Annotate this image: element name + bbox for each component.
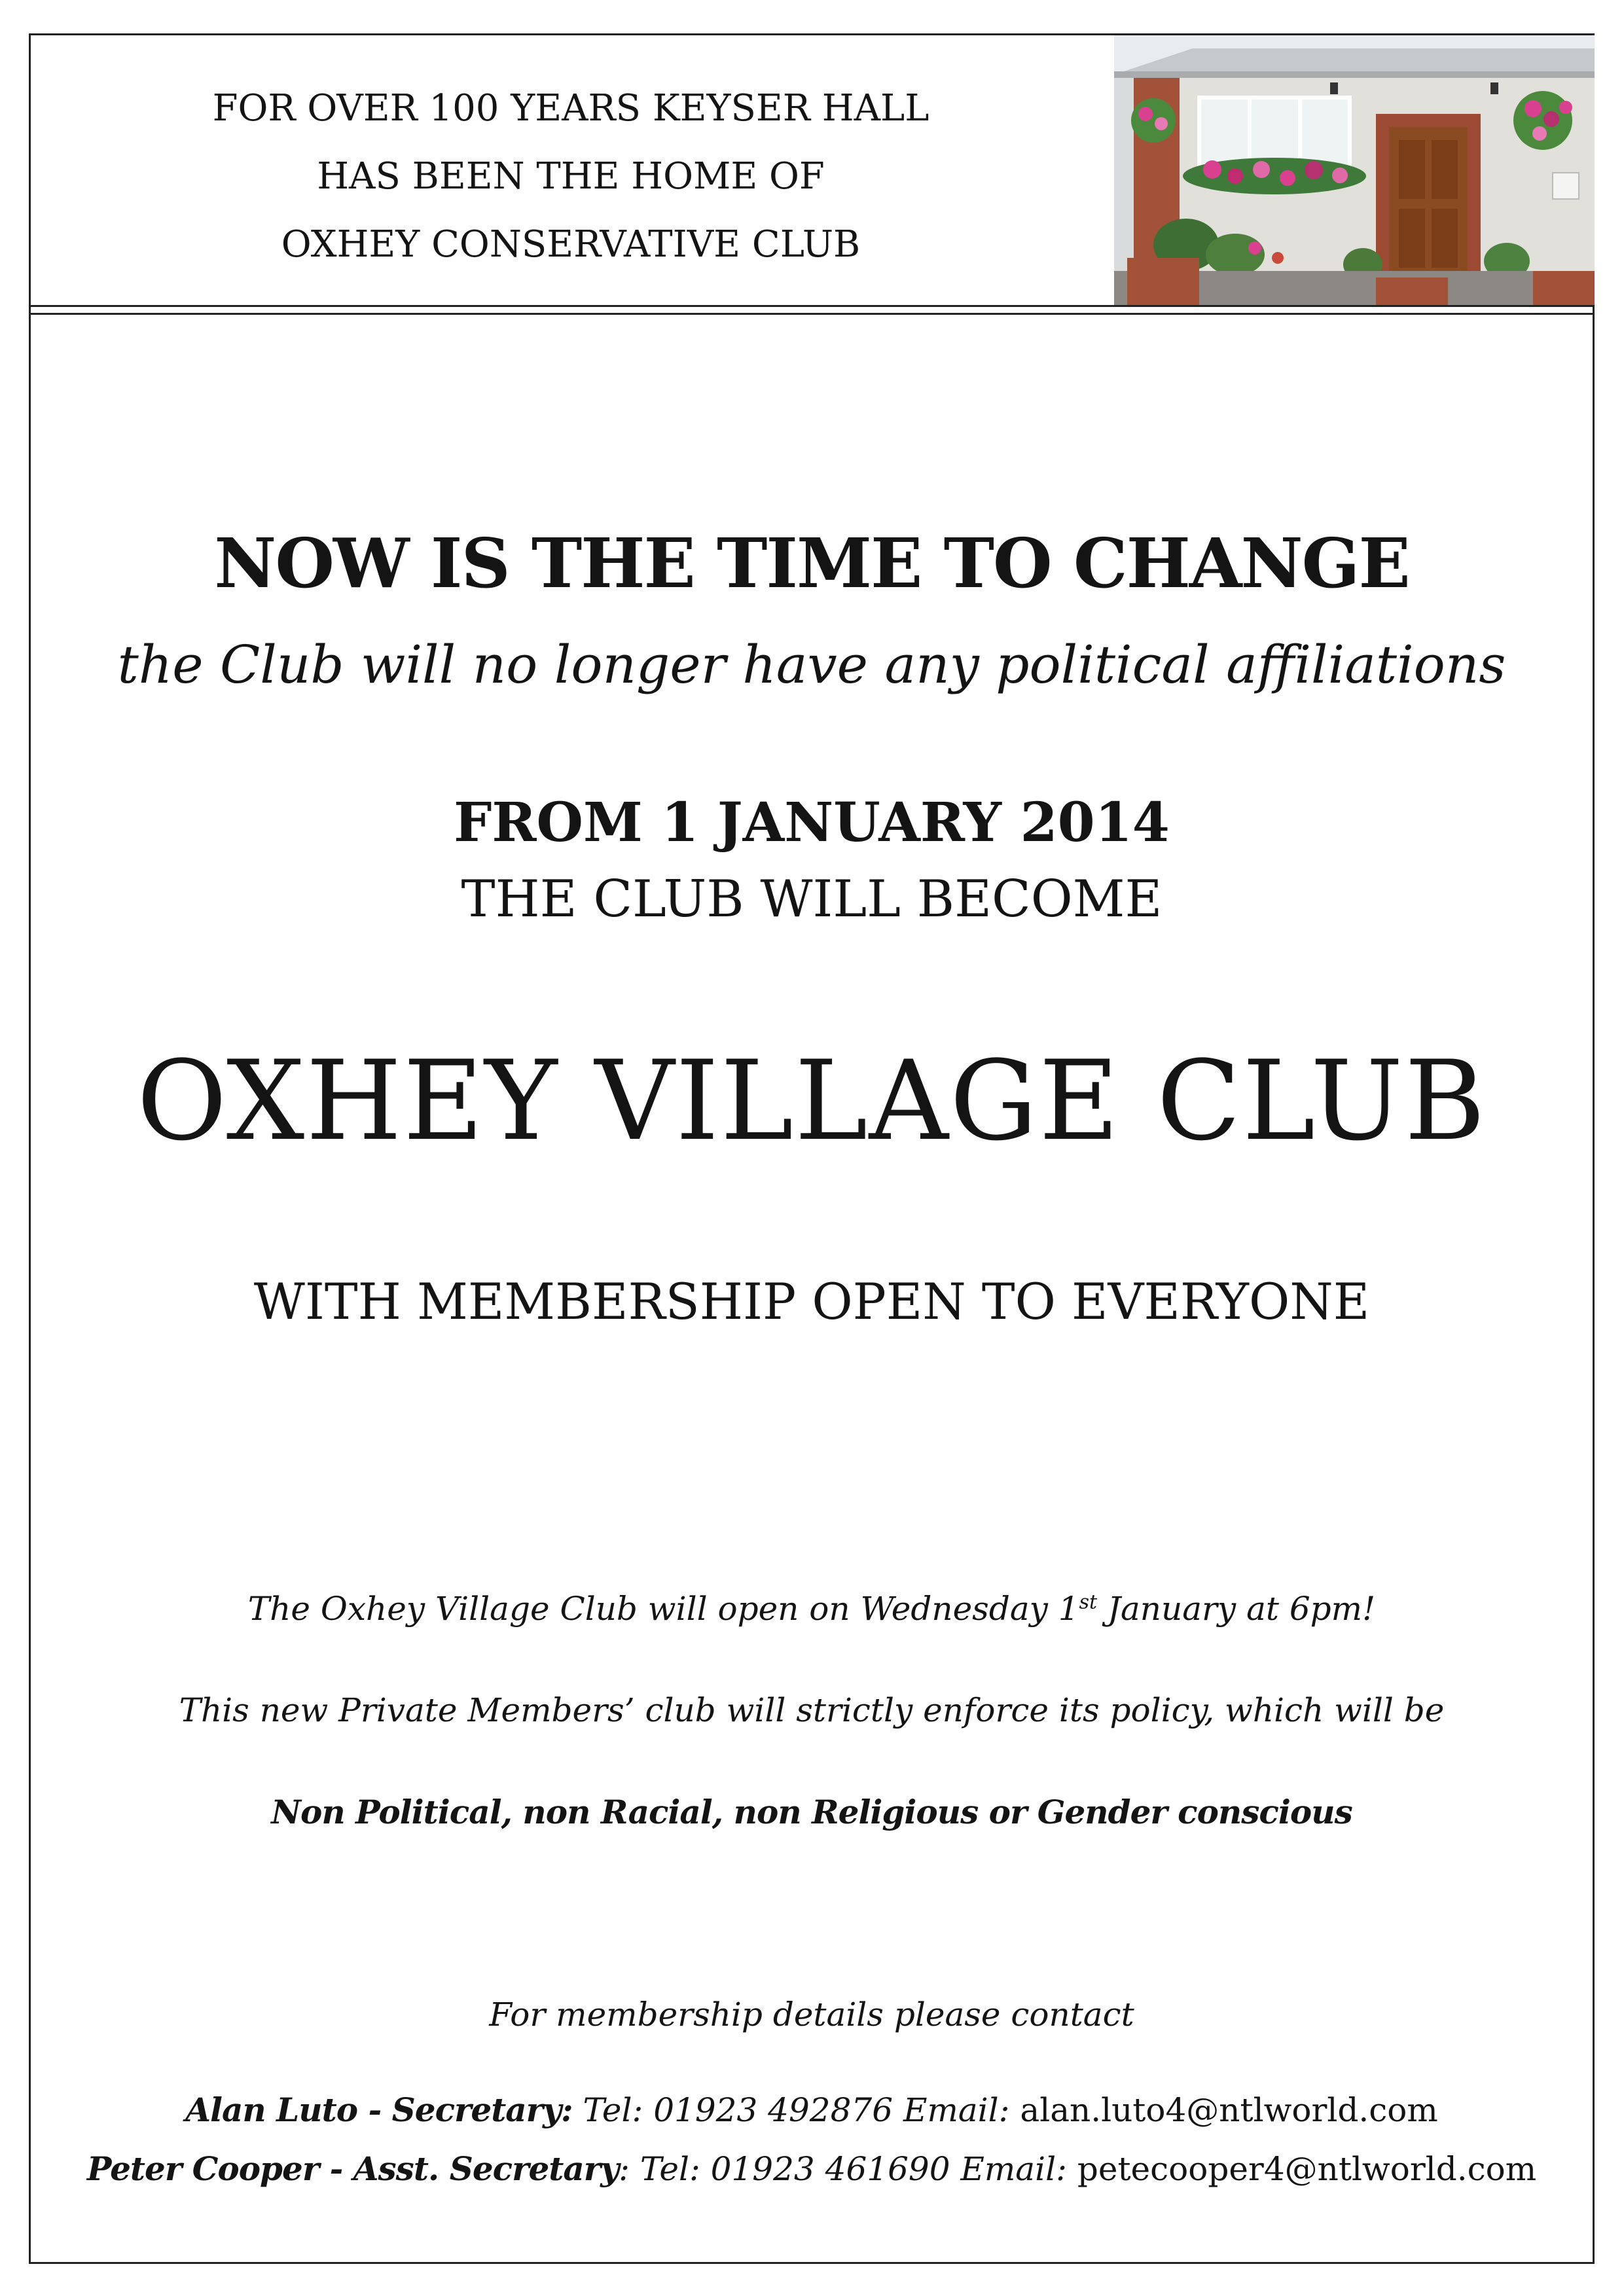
header-line: OXHEY CONSERVATIVE CLUB (281, 223, 861, 266)
poster-frame (29, 33, 1595, 2264)
club-name: OXHEY VILLAGE CLUB (136, 1037, 1487, 1165)
subheadline: the Club will no longer have any political affiliations (117, 634, 1506, 695)
club-photo (1114, 35, 1595, 305)
contact-email[interactable]: petecooper4@ntlworld.com (1066, 2150, 1537, 2188)
opening-superscript: st (1079, 1590, 1098, 1614)
club-building-image (1114, 35, 1595, 305)
header-divider (31, 313, 1593, 315)
contact-line (31, 2090, 1593, 2129)
contact-email[interactable]: alan.luto4@ntlworld.com (1009, 2091, 1438, 2129)
membership-statement: WITH MEMBERSHIP OPEN TO EVERYONE (253, 1272, 1370, 1331)
header-text (31, 75, 1111, 279)
contact-tel: Tel: 01923 492876 Email: (572, 2091, 1010, 2129)
header-line: FOR OVER 100 YEARS KEYSER HALL (212, 87, 929, 130)
contact-name-role: Alan Luto - Secretary: (185, 2090, 573, 2129)
contact-intro: For membership details please contact (489, 1996, 1134, 2034)
contact-name-role: Peter Cooper - Asst. Secretary (86, 2149, 619, 2188)
header-line: HAS BEEN THE HOME OF (317, 155, 825, 198)
policy-statement: Non Political, non Racial, non Religious or Gender conscious (271, 1793, 1352, 1831)
opening-notice (31, 1590, 1593, 1628)
header-box (31, 35, 1593, 307)
from-date: FROM 1 JANUARY 2014 (454, 791, 1170, 854)
opening-text-end: January at 6pm! (1097, 1590, 1376, 1628)
opening-text: The Oxhey Village Club will open on Wednesday 1 (247, 1590, 1079, 1628)
contact-line (31, 2149, 1593, 2188)
policy-intro: This new Private Members’ club will strictly enforce its policy, which will be (179, 1691, 1445, 1729)
contact-tel: : Tel: 01923 461690 Email: (619, 2150, 1067, 2188)
will-become: THE CLUB WILL BECOME (461, 870, 1163, 929)
headline: NOW IS THE TIME TO CHANGE (214, 523, 1409, 603)
